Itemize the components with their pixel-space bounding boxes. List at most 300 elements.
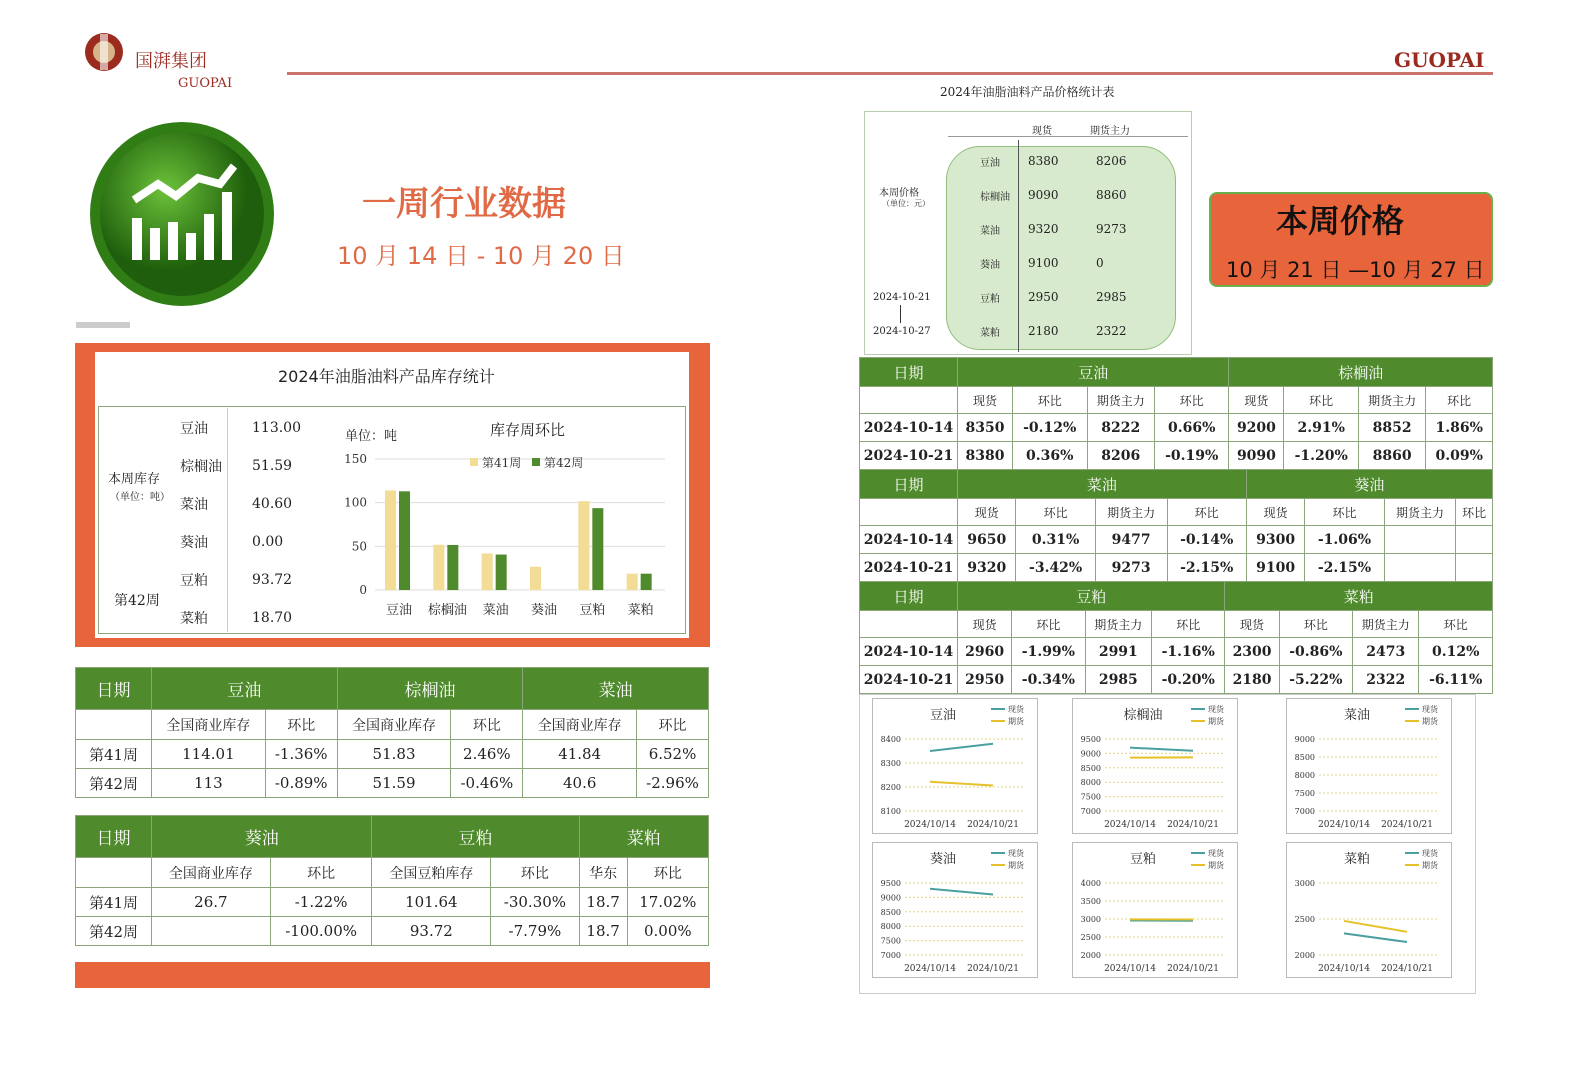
inventory-bar-chart <box>335 445 675 625</box>
chart-title: 葵油 <box>929 852 957 867</box>
price-cell: 8206 <box>1096 154 1127 168</box>
bottom-bar <box>75 962 710 988</box>
bar <box>482 553 493 590</box>
table-cell: 6.52% <box>637 740 709 769</box>
inventory-row-name: 菜粕 <box>180 611 208 627</box>
table-cell: 0.31% <box>1016 526 1095 554</box>
price-cell: 8860 <box>1096 188 1127 202</box>
table-header: 日期 <box>860 582 958 611</box>
y-tick-label: 2000 <box>1294 951 1315 960</box>
sub-header: 环比 <box>491 858 579 888</box>
legend-label: 期货 <box>1008 717 1024 726</box>
table-cell: 9477 <box>1095 526 1167 554</box>
sub-header: 环比 <box>1016 499 1095 526</box>
legend-swatch <box>532 458 540 466</box>
legend-swatch <box>470 458 478 466</box>
table-cell <box>1384 554 1456 582</box>
price-cell: 9273 <box>1096 222 1127 236</box>
y-tick-label: 8500 <box>880 907 901 917</box>
price-side-label: 本周价格 <box>879 188 919 199</box>
chart-title: 棕榈油 <box>1123 708 1163 723</box>
y-tick-label: 8400 <box>880 735 901 744</box>
y-tick-label: 7000 <box>1080 807 1101 816</box>
table-cell <box>1456 554 1493 582</box>
y-tick-label: 4000 <box>1080 879 1101 888</box>
line-chart <box>1286 698 1452 834</box>
week-price-title: 本周价格 <box>1276 202 1405 240</box>
table-cell: -1.06% <box>1305 526 1384 554</box>
table-cell: 8380 <box>958 442 1013 470</box>
y-tick-label: 8100 <box>880 807 901 816</box>
table-header: 豆油 <box>152 668 338 710</box>
price-cell: 2950 <box>1028 290 1059 304</box>
table-header: 葵油 <box>152 816 372 858</box>
table-cell: -0.12% <box>1012 414 1087 442</box>
y-tick-label: 9500 <box>880 879 901 888</box>
line-chart <box>1072 698 1238 834</box>
y-tick-label: 9000 <box>1294 735 1315 744</box>
table-cell: 2024-10-21 <box>860 666 958 694</box>
inventory-table-1 <box>75 667 709 798</box>
sub-header: 期货主力 <box>1358 387 1425 414</box>
price-cell: 0 <box>1096 256 1104 270</box>
y-tick-label: 2500 <box>1080 933 1101 942</box>
price-col2: 期货主力 <box>1090 126 1130 137</box>
table-header: 日期 <box>76 668 152 710</box>
sub-header: 期货主力 <box>1095 499 1167 526</box>
table-cell: 2322 <box>1353 666 1419 694</box>
table-cell: 40.6 <box>523 769 637 798</box>
sub-header: 现货 <box>958 611 1012 638</box>
table-cell: 9100 <box>1246 554 1304 582</box>
table-header: 豆油 <box>958 358 1229 387</box>
table-cell: 9300 <box>1246 526 1304 554</box>
y-tick-label: 7500 <box>1080 792 1101 802</box>
series-line <box>1344 933 1407 942</box>
sub-header: 环比 <box>1284 387 1359 414</box>
y-tick-label: 3500 <box>1080 897 1101 906</box>
inventory-row-name: 豆油 <box>180 421 208 437</box>
bar <box>627 574 638 590</box>
x-tick-label: 2024/10/21 <box>967 820 1019 830</box>
y-tick-label: 8500 <box>1294 753 1315 762</box>
legend-label: 第41周 <box>482 456 522 470</box>
inventory-row-value: 93.72 <box>252 572 293 588</box>
table-cell: 1.86% <box>1426 414 1493 442</box>
chart-title: 菜粕 <box>1343 852 1371 867</box>
y-tick-label: 8000 <box>1294 771 1315 780</box>
table-cell: 2024-10-14 <box>860 638 958 666</box>
x-tick-label: 2024/10/14 <box>904 964 956 974</box>
table-cell: 8222 <box>1087 414 1154 442</box>
sub-header: 现货 <box>1246 499 1304 526</box>
price-stat-header-rule <box>948 136 1188 137</box>
hero-dates: 10 月 14 日 - 10 月 20 日 <box>337 242 625 270</box>
x-tick-label: 2024/10/21 <box>1167 964 1219 974</box>
table-cell: 2024-10-14 <box>860 414 958 442</box>
price-cell: 9320 <box>1028 222 1059 236</box>
line-chart <box>872 842 1038 978</box>
y-tick-label: 8200 <box>880 783 901 792</box>
brand-right: GUOPAI <box>1394 48 1485 72</box>
bar <box>385 490 396 590</box>
table-cell: -100.00% <box>270 917 372 946</box>
price-cell: 菜粕 <box>980 328 1000 339</box>
table-header: 豆粕 <box>958 582 1225 611</box>
table-cell: 113 <box>152 769 266 798</box>
blank-cell <box>860 611 958 638</box>
y-tick-label: 7500 <box>880 936 901 946</box>
table-cell: 2473 <box>1353 638 1419 666</box>
legend-label: 期货 <box>1008 861 1024 870</box>
sub-header: 环比 <box>451 710 523 740</box>
price-table <box>859 581 1493 694</box>
table-cell: 9090 <box>1229 442 1284 470</box>
table-cell: 第42周 <box>76 917 152 946</box>
price-cell: 棕榈油 <box>980 192 1010 203</box>
table-cell: 8860 <box>1358 442 1425 470</box>
table-cell: -7.79% <box>491 917 579 946</box>
sub-header: 环比 <box>627 858 708 888</box>
y-tick-label: 8000 <box>880 922 901 932</box>
sub-header: 全国商业库存 <box>337 710 451 740</box>
bar <box>399 491 410 590</box>
table-cell: -2.96% <box>637 769 709 798</box>
table-cell: -1.20% <box>1284 442 1359 470</box>
y-tick-label: 100 <box>344 495 367 510</box>
y-tick-label: 150 <box>344 452 367 466</box>
sub-header: 现货 <box>958 387 1013 414</box>
sub-header: 环比 <box>1305 499 1384 526</box>
table-cell: 2180 <box>1225 666 1279 694</box>
x-tick-label: 2024/10/21 <box>1381 820 1433 830</box>
x-tick-label: 葵油 <box>530 603 558 618</box>
y-tick-label: 9000 <box>880 893 901 903</box>
legend-label: 现货 <box>1008 705 1024 714</box>
table-cell: 第41周 <box>76 888 152 917</box>
table-cell: 9200 <box>1229 414 1284 442</box>
sub-header: 环比 <box>1012 387 1087 414</box>
y-tick-label: 8300 <box>880 759 901 768</box>
table-cell: -2.15% <box>1305 554 1384 582</box>
inventory-side-unit: （单位：吨） <box>110 492 170 503</box>
inventory-row-name: 葵油 <box>180 535 208 551</box>
x-tick-label: 2024/10/14 <box>904 820 956 830</box>
blank-cell <box>860 387 958 414</box>
legend-label: 现货 <box>1208 705 1224 714</box>
table-cell: -0.46% <box>451 769 523 798</box>
x-tick-label: 2024/10/21 <box>1381 964 1433 974</box>
unit-label: 单位：吨 <box>345 429 398 444</box>
x-tick-label: 2024/10/14 <box>1104 964 1156 974</box>
price-cell: 豆粕 <box>980 294 1000 305</box>
x-tick-label: 2024/10/21 <box>1167 820 1219 830</box>
x-tick-label: 2024/10/21 <box>967 964 1019 974</box>
x-tick-label: 棕榈油 <box>427 603 467 618</box>
y-tick-label: 2500 <box>1294 915 1315 924</box>
sub-header: 环比 <box>265 710 337 740</box>
table-cell: -0.89% <box>265 769 337 798</box>
price-table <box>859 469 1493 582</box>
price-cell: 2322 <box>1096 324 1127 338</box>
table-cell <box>1384 526 1456 554</box>
price-date-to: 2024-10-27 <box>873 326 931 337</box>
table-cell: -1.99% <box>1012 638 1085 666</box>
table-cell: 0.00% <box>627 917 708 946</box>
bar <box>641 574 652 590</box>
table-cell: 0.66% <box>1154 414 1229 442</box>
x-tick-label: 2024/10/14 <box>1104 820 1156 830</box>
sub-header: 环比 <box>1152 611 1225 638</box>
table-cell: -1.16% <box>1152 638 1225 666</box>
inventory-row-value: 18.70 <box>252 610 293 626</box>
table-cell: 第41周 <box>76 740 152 769</box>
x-tick-label: 豆粕 <box>579 603 606 618</box>
sub-header: 环比 <box>1154 387 1229 414</box>
price-date-from: 2024-10-21 <box>873 292 931 303</box>
table-cell: -3.42% <box>1016 554 1095 582</box>
line-chart <box>1072 842 1238 978</box>
table-cell: 93.72 <box>372 917 491 946</box>
sub-header: 华东 <box>579 858 627 888</box>
inventory-row-value: 40.60 <box>252 496 293 512</box>
table-cell: 第42周 <box>76 769 152 798</box>
x-tick-label: 豆油 <box>385 603 413 618</box>
table-cell: -5.22% <box>1279 666 1352 694</box>
inventory-table-2 <box>75 815 709 946</box>
table-cell <box>1456 526 1493 554</box>
sub-header: 期货主力 <box>1085 611 1151 638</box>
price-cell: 9100 <box>1028 256 1059 270</box>
y-tick-label: 0 <box>359 583 367 597</box>
table-header: 棕榈油 <box>337 668 523 710</box>
inventory-row-value: 113.00 <box>252 420 301 436</box>
table-cell: 17.02% <box>627 888 708 917</box>
table-header: 棕榈油 <box>1229 358 1493 387</box>
price-side-unit: （单位：元） <box>882 199 930 208</box>
sub-header: 环比 <box>1279 611 1352 638</box>
legend-label: 现货 <box>1422 705 1438 714</box>
legend-label: 期货 <box>1422 717 1438 726</box>
table-header: 菜粕 <box>1225 582 1493 611</box>
hero-shadow <box>76 322 130 328</box>
table-cell: 0.09% <box>1426 442 1493 470</box>
price-green-box <box>946 146 1176 350</box>
legend-label: 期货 <box>1208 717 1224 726</box>
x-tick-label: 菜粕 <box>627 603 654 618</box>
week-price-dates: 10 月 21 日 —10 月 27 日 <box>1226 258 1485 282</box>
sub-header: 环比 <box>270 858 372 888</box>
brand-cn: 国湃集团 <box>135 51 207 72</box>
legend-label: 期货 <box>1422 861 1438 870</box>
y-tick-label: 3000 <box>1080 915 1101 924</box>
table-cell: -2.15% <box>1167 554 1246 582</box>
table-cell: 51.83 <box>337 740 451 769</box>
table-cell: -0.14% <box>1167 526 1246 554</box>
sub-header: 环比 <box>637 710 709 740</box>
table-cell: 2.46% <box>451 740 523 769</box>
bar <box>496 555 507 590</box>
table-cell: -0.34% <box>1012 666 1085 694</box>
table-header: 豆粕 <box>372 816 579 858</box>
table-cell: -30.30% <box>491 888 579 917</box>
table-header: 菜油 <box>958 470 1247 499</box>
y-tick-label: 7500 <box>1294 789 1315 798</box>
chart-title: 豆油 <box>929 708 957 723</box>
table-cell: 2300 <box>1225 638 1279 666</box>
price-cell: 葵油 <box>980 260 1000 271</box>
brand-en: GUOPAI <box>178 76 233 91</box>
y-tick-label: 9500 <box>1080 735 1101 744</box>
table-cell: 18.7 <box>579 888 627 917</box>
blank-cell <box>76 710 152 740</box>
table-cell: -1.22% <box>270 888 372 917</box>
price-date-connector <box>900 305 901 323</box>
table-cell: -6.11% <box>1419 666 1493 694</box>
inventory-row-value: 0.00 <box>252 534 284 550</box>
series-line <box>1130 748 1193 751</box>
table-header: 葵油 <box>1246 470 1492 499</box>
inventory-row-name: 豆粕 <box>180 573 208 589</box>
table-cell: 9273 <box>1095 554 1167 582</box>
chart-title: 菜油 <box>1343 708 1371 723</box>
table-cell: 2950 <box>958 666 1012 694</box>
table-header: 菜粕 <box>579 816 708 858</box>
price-cell: 9090 <box>1028 188 1059 202</box>
price-col-rule <box>1018 140 1019 352</box>
sub-header: 环比 <box>1456 499 1493 526</box>
logo-icon <box>82 30 126 74</box>
price-col1: 现货 <box>1032 126 1052 137</box>
line-chart <box>872 698 1038 834</box>
header-rule <box>287 72 1493 75</box>
inventory-row-name: 菜油 <box>180 497 208 513</box>
bar <box>433 545 444 590</box>
table-cell: -1.36% <box>265 740 337 769</box>
legend-label: 期货 <box>1208 861 1224 870</box>
table-cell: 8350 <box>958 414 1013 442</box>
blank-cell <box>76 858 152 888</box>
sub-header: 环比 <box>1419 611 1493 638</box>
y-tick-label: 8500 <box>1080 763 1101 773</box>
chart-title: 豆粕 <box>1129 852 1157 867</box>
series-line <box>1344 921 1407 932</box>
table-cell: 9650 <box>958 526 1016 554</box>
x-tick-label: 2024/10/14 <box>1318 820 1370 830</box>
bar <box>578 501 589 590</box>
inventory-side-label: 本周库存 <box>108 472 161 487</box>
y-tick-label: 2000 <box>1080 951 1101 960</box>
line-chart <box>1286 842 1452 978</box>
table-cell: -0.20% <box>1152 666 1225 694</box>
sub-header: 现货 <box>1225 611 1279 638</box>
price-cell: 8380 <box>1028 154 1059 168</box>
sub-header: 全国商业库存 <box>152 858 271 888</box>
bar <box>530 567 541 590</box>
inventory-chart-title: 库存周环比 <box>490 421 566 439</box>
table-cell: 41.84 <box>523 740 637 769</box>
x-tick-label: 菜油 <box>482 603 509 618</box>
blank-cell <box>860 499 958 526</box>
sub-header: 环比 <box>1167 499 1246 526</box>
sub-header: 现货 <box>958 499 1016 526</box>
price-cell: 2985 <box>1096 290 1127 304</box>
table-header: 日期 <box>860 358 958 387</box>
sub-header: 环比 <box>1012 611 1085 638</box>
table-cell: 0.36% <box>1012 442 1087 470</box>
growth-chart-icon <box>88 118 278 322</box>
table-cell: 2024-10-21 <box>860 554 958 582</box>
sub-header: 全国商业库存 <box>523 710 637 740</box>
inventory-title: 2024年油脂油料产品库存统计 <box>278 367 495 386</box>
table-cell: 101.64 <box>372 888 491 917</box>
hero-title: 一周行业数据 <box>362 184 566 224</box>
table-cell: 8852 <box>1358 414 1425 442</box>
series-line <box>930 889 993 895</box>
table-header: 日期 <box>76 816 152 858</box>
y-tick-label: 7000 <box>880 951 901 960</box>
price-stat-title: 2024年油脂油料产品价格统计表 <box>940 85 1115 99</box>
table-cell: 51.59 <box>337 769 451 798</box>
table-cell: 2024-10-14 <box>860 526 958 554</box>
sub-header: 全国商业库存 <box>152 710 266 740</box>
table-cell: -0.19% <box>1154 442 1229 470</box>
y-tick-label: 50 <box>351 539 367 554</box>
table-cell: 2960 <box>958 638 1012 666</box>
legend-label: 现货 <box>1008 849 1024 858</box>
sub-header: 期货主力 <box>1353 611 1419 638</box>
inventory-row-name: 棕榈油 <box>180 459 222 475</box>
table-cell: 26.7 <box>152 888 271 917</box>
logo <box>82 30 126 74</box>
table-cell: 2985 <box>1085 666 1151 694</box>
legend-label: 第42周 <box>544 456 584 470</box>
x-tick-label: 2024/10/14 <box>1318 964 1370 974</box>
price-cell: 2180 <box>1028 324 1059 338</box>
inventory-col-rule <box>227 408 228 632</box>
bar <box>447 545 458 590</box>
y-tick-label: 9000 <box>1080 749 1101 759</box>
table-cell: 9320 <box>958 554 1016 582</box>
y-tick-label: 8000 <box>1080 778 1101 788</box>
series-line <box>930 782 993 786</box>
table-cell: 8206 <box>1087 442 1154 470</box>
y-tick-label: 7000 <box>1294 807 1315 816</box>
legend-label: 现货 <box>1422 849 1438 858</box>
sub-header: 全国豆粕库存 <box>372 858 491 888</box>
table-cell: 18.7 <box>579 917 627 946</box>
table-cell: 0.12% <box>1419 638 1493 666</box>
table-cell: 2991 <box>1085 638 1151 666</box>
inventory-week: 第42周 <box>114 593 160 609</box>
sub-header: 环比 <box>1426 387 1493 414</box>
table-header: 日期 <box>860 470 958 499</box>
table-cell <box>152 917 271 946</box>
table-cell: -0.86% <box>1279 638 1352 666</box>
inventory-row-value: 51.59 <box>252 458 293 474</box>
price-cell: 豆油 <box>980 158 1000 169</box>
table-cell: 114.01 <box>152 740 266 769</box>
price-table <box>859 357 1493 470</box>
bar <box>592 508 603 590</box>
table-cell: 2.91% <box>1284 414 1359 442</box>
price-cell: 菜油 <box>980 226 1000 237</box>
table-cell: 2024-10-21 <box>860 442 958 470</box>
legend-label: 现货 <box>1208 849 1224 858</box>
sub-header: 期货主力 <box>1384 499 1456 526</box>
sub-header: 现货 <box>1229 387 1284 414</box>
series-line <box>930 744 993 751</box>
